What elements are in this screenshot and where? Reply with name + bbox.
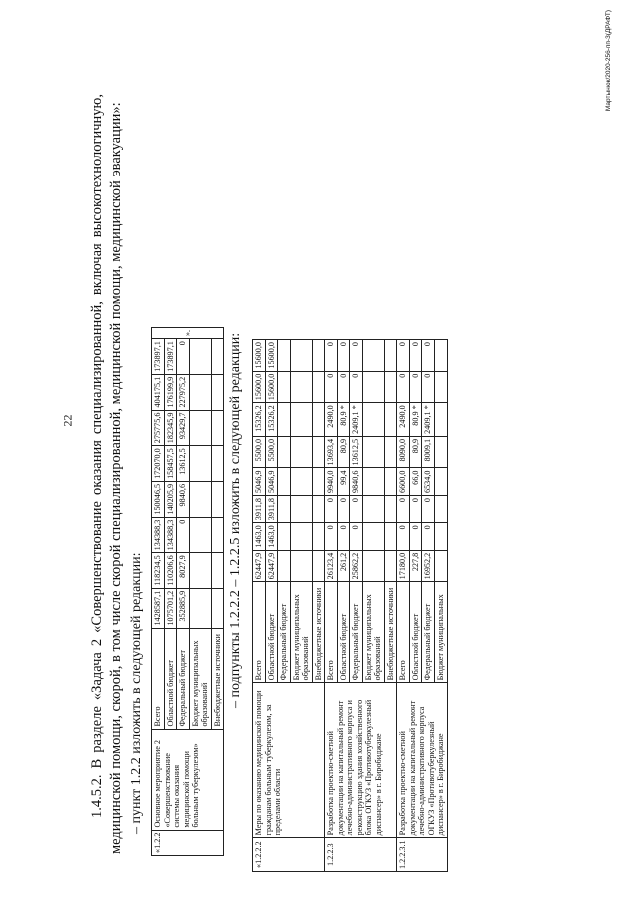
- value-cell: [290, 371, 312, 403]
- value-cell: 80,9: [409, 436, 422, 468]
- value-cell: 2409,1 *: [422, 403, 435, 437]
- value-cell: 13612,5: [350, 436, 363, 468]
- value-cell: [278, 550, 291, 582]
- value-cell: 8090,0: [397, 436, 410, 468]
- value-cell: 15600,0: [253, 371, 266, 403]
- value-cell: [290, 550, 312, 582]
- value-cell: 15600,0: [265, 340, 278, 372]
- value-cell: [362, 496, 384, 523]
- funding-source: Федеральный бюджет: [350, 582, 363, 683]
- funding-source: Бюджет муниципальных образований: [189, 628, 211, 729]
- value-cell: [362, 436, 384, 468]
- value-cell: 8009,1: [422, 436, 435, 468]
- value-cell: 6600,0: [397, 468, 410, 496]
- value-cell: 15326,2: [253, 403, 266, 437]
- funding-source: Всего: [152, 628, 165, 729]
- value-cell: [290, 468, 312, 496]
- value-cell: [434, 436, 447, 468]
- value-cell: [362, 468, 384, 496]
- value-cell: 80,9 *: [337, 403, 350, 437]
- item-name: Основное мероприятие 2 «Совершенствование системы оказания медицинской помощи больным туберкулезом»: [152, 729, 224, 830]
- table-point-1-2-2: [151, 327, 224, 856]
- table-row: [397, 340, 410, 872]
- value-cell: [278, 468, 291, 496]
- value-cell: 9840,6: [177, 481, 190, 517]
- funding-source: Внебюджетные источники: [384, 582, 397, 683]
- value-cell: [211, 517, 224, 553]
- funding-source: Всего: [397, 582, 410, 683]
- value-cell: [312, 523, 325, 551]
- value-cell: [312, 496, 325, 523]
- value-cell: [312, 340, 325, 372]
- value-cell: [211, 374, 224, 410]
- value-cell: 0: [350, 496, 363, 523]
- value-cell: 6534,0: [422, 468, 435, 496]
- table-subpoints: [252, 339, 448, 872]
- value-cell: 1075701,2: [164, 588, 177, 628]
- value-cell: 0: [397, 496, 410, 523]
- value-cell: [384, 496, 397, 523]
- value-cell: 150046,5: [152, 481, 165, 517]
- value-cell: [312, 436, 325, 468]
- value-cell: [189, 553, 211, 588]
- funding-source: Областной бюджет: [265, 582, 278, 683]
- value-cell: 227975,2: [177, 374, 190, 410]
- value-cell: 0: [325, 523, 338, 551]
- value-cell: [290, 496, 312, 523]
- funding-source: Федеральный бюджет: [177, 628, 190, 729]
- value-cell: 3911,8: [253, 496, 266, 523]
- value-cell: [290, 436, 312, 468]
- value-cell: [434, 523, 447, 551]
- value-cell: [211, 481, 224, 517]
- value-cell: [362, 371, 384, 403]
- value-cell: [312, 468, 325, 496]
- item-number: «1.2.2: [152, 830, 224, 855]
- value-cell: 158457,5: [164, 446, 177, 482]
- value-cell: 134388,3: [164, 517, 177, 553]
- value-cell: 0: [397, 371, 410, 403]
- value-cell: [278, 403, 291, 437]
- value-cell: 0: [397, 523, 410, 551]
- value-cell: 0: [177, 517, 190, 553]
- value-cell: [312, 550, 325, 582]
- value-cell: [189, 339, 211, 375]
- funding-source: Областной бюджет: [409, 582, 422, 683]
- funding-source: Всего: [253, 582, 266, 683]
- page-number: 22: [60, 414, 75, 427]
- funding-source: Федеральный бюджет: [278, 582, 291, 683]
- funding-source: Областной бюджет: [164, 628, 177, 729]
- document-footer: Мартынюк/2020-256-пп-3(ДРАФТ): [605, 10, 612, 112]
- value-cell: 99,4: [337, 468, 350, 496]
- value-cell: [434, 340, 447, 372]
- value-cell: [189, 410, 211, 446]
- value-cell: [189, 517, 211, 553]
- value-cell: 15600,0: [265, 371, 278, 403]
- item-number: «1.2.2.2: [253, 838, 325, 872]
- value-cell: [434, 496, 447, 523]
- value-cell: 16952,2: [422, 550, 435, 582]
- value-cell: 0: [397, 340, 410, 372]
- value-cell: 15600,0: [253, 340, 266, 372]
- value-cell: 0: [350, 340, 363, 372]
- value-cell: 0: [422, 340, 435, 372]
- value-cell: 0: [409, 523, 422, 551]
- funding-source: Областной бюджет: [337, 582, 350, 683]
- value-cell: 140205,9: [164, 481, 177, 517]
- value-cell: 110206,6: [164, 553, 177, 588]
- value-cell: 2409,1 *: [350, 403, 363, 437]
- value-cell: 1428587,1: [152, 588, 165, 628]
- value-cell: [189, 481, 211, 517]
- value-cell: 275775,6: [152, 410, 165, 446]
- value-cell: [434, 371, 447, 403]
- value-cell: 173897,1: [152, 339, 165, 375]
- value-cell: [278, 340, 291, 372]
- funding-source: Бюджет муниципальных образований: [362, 582, 384, 683]
- value-cell: [384, 468, 397, 496]
- value-cell: 3911,8: [265, 496, 278, 523]
- value-cell: 5500,0: [253, 436, 266, 468]
- value-cell: 134388,3: [152, 517, 165, 553]
- table-row: [325, 340, 338, 872]
- value-cell: [434, 550, 447, 582]
- value-cell: [189, 588, 211, 628]
- value-cell: 182345,9: [164, 410, 177, 446]
- value-cell: 0: [409, 496, 422, 523]
- end-mark: ».: [152, 327, 224, 338]
- value-cell: 5500,0: [265, 436, 278, 468]
- value-cell: [384, 340, 397, 372]
- subpoints-intro: – подпункты 1.2.2.2 – 1.2.2.5 изложить в следующей редакции:: [228, 332, 243, 708]
- value-cell: 172070,0: [152, 446, 165, 482]
- value-cell: [211, 588, 224, 628]
- table-row: [253, 340, 266, 872]
- funding-source: Федеральный бюджет: [422, 582, 435, 683]
- value-cell: 173897,1: [164, 339, 177, 375]
- value-cell: [384, 523, 397, 551]
- value-cell: 176199,9: [164, 374, 177, 410]
- value-cell: [211, 553, 224, 588]
- value-cell: 0: [337, 496, 350, 523]
- value-cell: [290, 403, 312, 437]
- value-cell: [278, 496, 291, 523]
- value-cell: [434, 403, 447, 437]
- value-cell: [189, 446, 211, 482]
- value-cell: [384, 436, 397, 468]
- value-cell: [278, 371, 291, 403]
- value-cell: 0: [422, 496, 435, 523]
- funding-source: Внебюджетные источники: [211, 628, 224, 729]
- value-cell: 80,9: [337, 436, 350, 468]
- value-cell: 5046,9: [265, 468, 278, 496]
- value-cell: 9840,6: [350, 468, 363, 496]
- value-cell: 62447,9: [253, 550, 266, 582]
- value-cell: 0: [337, 371, 350, 403]
- value-cell: 15326,2: [265, 403, 278, 437]
- section-heading: [88, 94, 126, 854]
- value-cell: 261,2: [337, 550, 350, 582]
- value-cell: 0: [177, 339, 190, 375]
- item-number: 1.2.2.3.1: [397, 838, 448, 872]
- value-cell: 2490,0: [397, 403, 410, 437]
- value-cell: 0: [422, 371, 435, 403]
- value-cell: 0: [409, 340, 422, 372]
- value-cell: [290, 523, 312, 551]
- value-cell: [290, 340, 312, 372]
- value-cell: [362, 550, 384, 582]
- value-cell: [312, 403, 325, 437]
- value-cell: 0: [409, 371, 422, 403]
- value-cell: 62447,9: [265, 550, 278, 582]
- value-cell: [211, 410, 224, 446]
- value-cell: 25862,2: [350, 550, 363, 582]
- value-cell: 1463,0: [253, 523, 266, 551]
- funding-source: Внебюджетные источники: [312, 582, 325, 683]
- value-cell: 93429,7: [177, 410, 190, 446]
- value-cell: [278, 436, 291, 468]
- value-cell: [362, 523, 384, 551]
- value-cell: [312, 371, 325, 403]
- funding-source: Всего: [325, 582, 338, 683]
- value-cell: 227,8: [409, 550, 422, 582]
- value-cell: 0: [337, 340, 350, 372]
- value-cell: 0: [422, 523, 435, 551]
- value-cell: 0: [325, 496, 338, 523]
- value-cell: 118234,5: [152, 553, 165, 588]
- value-cell: [278, 523, 291, 551]
- value-cell: 0: [337, 523, 350, 551]
- value-cell: 0: [350, 523, 363, 551]
- value-cell: 26123,4: [325, 550, 338, 582]
- value-cell: 0: [325, 371, 338, 403]
- item-name: Меры по оказанию медицинской помощи гражданам больным туберкулезом, за пределами области: [253, 683, 325, 838]
- value-cell: [384, 550, 397, 582]
- rotated-page-content: [88, 10, 612, 869]
- item-name: Разработка проектно-сметной документации на капитальный ремонт лечебно-административного корпуса ОГКУЗ «Противотуберкулезный диспансер» в г. Биробиджане: [397, 683, 448, 838]
- value-cell: 0: [325, 340, 338, 372]
- value-cell: [434, 468, 447, 496]
- value-cell: [211, 446, 224, 482]
- value-cell: 8027,9: [177, 553, 190, 588]
- value-cell: 1463,0: [265, 523, 278, 551]
- value-cell: 13693,4: [325, 436, 338, 468]
- value-cell: 66,0: [409, 468, 422, 496]
- value-cell: 352885,9: [177, 588, 190, 628]
- value-cell: 2490,0: [325, 403, 338, 437]
- value-cell: 5046,9: [253, 468, 266, 496]
- item-number: 1.2.2.3: [325, 838, 397, 872]
- value-cell: [211, 339, 224, 375]
- funding-source: Бюджет муниципальных образований: [290, 582, 312, 683]
- value-cell: [384, 403, 397, 437]
- value-cell: [189, 374, 211, 410]
- value-cell: 404175,1: [152, 374, 165, 410]
- table-row: [152, 327, 165, 855]
- value-cell: 80,9 *: [409, 403, 422, 437]
- section-heading-text: 1.4.5.2. В разделе «Задача 2 «Совершенствование оказания специализированной, включая высокотехнологичную, медицинской помощи, скорой, в том числе скорой специализированной, медицинской помощи, медицинской эвакуации»:: [89, 94, 124, 854]
- value-cell: 0: [350, 371, 363, 403]
- value-cell: 13612,5: [177, 446, 190, 482]
- point-intro: – пункт 1.2.2 изложить в следующей редакции:: [129, 552, 144, 834]
- item-name: Разработка проектно-сметной документации на капитальный ремонт лечебно-административного корпуса и реконструкцию здания хозяйственного блока ОГКУЗ «Противотуберкулезный диспансер» в г. Биробиджане: [325, 683, 397, 838]
- value-cell: 17180,0: [397, 550, 410, 582]
- value-cell: [362, 403, 384, 437]
- value-cell: 9940,0: [325, 468, 338, 496]
- value-cell: [362, 340, 384, 372]
- value-cell: [384, 371, 397, 403]
- funding-source: Бюджет муниципальных: [434, 582, 447, 683]
